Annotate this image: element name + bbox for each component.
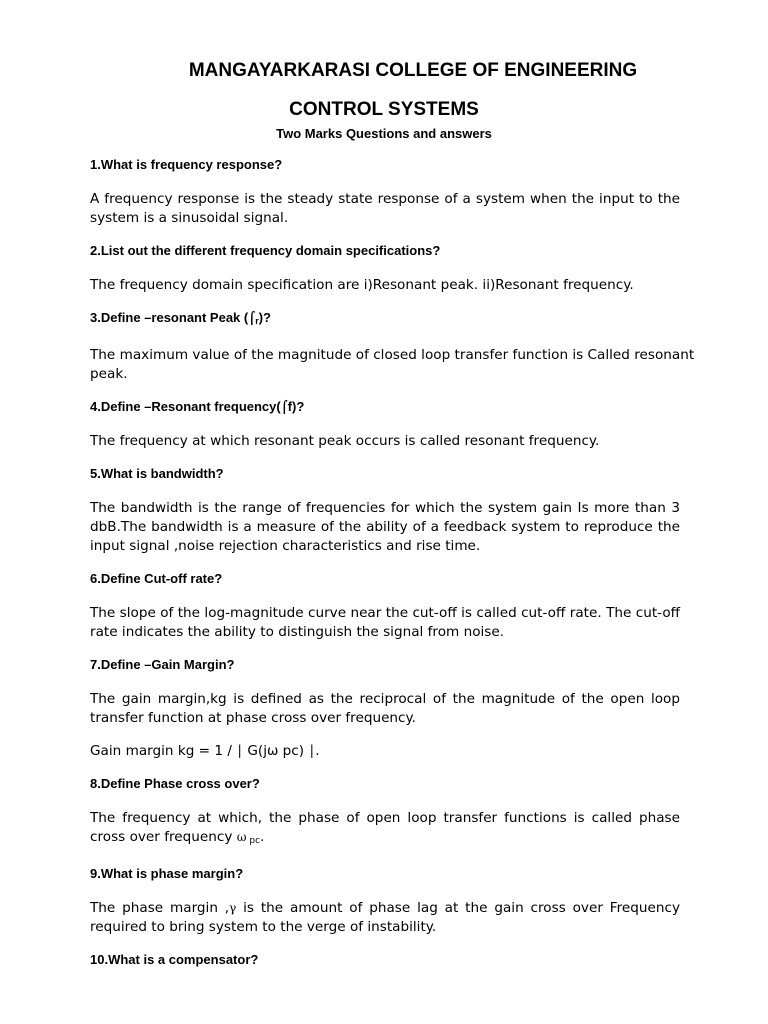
gamma-symbol: γ (229, 901, 237, 915)
question-1: 1.What is frequency response? (90, 157, 283, 172)
answer-2: The frequency domain specification are i)Resonant peak. ii)Resonant frequency. (90, 277, 634, 293)
question-4 (90, 398, 680, 416)
document-subtitle: Two Marks Questions and answers (276, 126, 492, 141)
question-8: 8.Define Phase cross over? (90, 776, 260, 791)
answer-9-end: is the amount of phase lag at the gain cross over Frequency required to bring system to the verge of instability. (90, 900, 681, 935)
answer-7: The gain margin,kg is defined as the reciprocal of the magnitude of the open loop transfer function at phase cross over frequency. (90, 691, 680, 726)
question-4-end: f)? (287, 399, 305, 414)
subject-title: CONTROL SYSTEMS (289, 99, 479, 120)
question-3-end: )? (258, 310, 271, 325)
question-4-text: 4.Define –Resonant frequency( (90, 399, 281, 414)
question-4-symbol: ⌠ (280, 400, 288, 414)
question-9: 9.What is phase margin? (90, 866, 244, 881)
question-3-symbol: ⌠ (248, 311, 256, 325)
question-2: 2.List out the different frequency domain specifications? (90, 243, 441, 258)
answer-6: The slope of the log-magnitude curve near the cut-off is called cut-off rate. The cut-off rate indicates the ability to distinguish the signal from noise. (90, 605, 680, 640)
answer-5: The bandwidth is the range of frequencies for which the system gain Is more than 3 dbB.The bandwidth is a measure of the ability of a feedback system to reproduce the input signal ,noise rejection characteristics and rise time. (90, 500, 680, 554)
answer-8-subscript: pc (246, 836, 261, 846)
qa-list (90, 156, 695, 985)
answer-8 (90, 809, 680, 851)
answer-1: A frequency response is the steady state response of a system when the input to the system is a sinusoidal signal. (90, 191, 680, 226)
answer-4: The frequency at which resonant peak occurs is called resonant frequency. (90, 433, 600, 449)
question-7: 7.Define –Gain Margin? (90, 657, 235, 672)
question-3 (90, 309, 680, 330)
answer-8-end: . (260, 829, 265, 845)
gain-margin-formula: Gain margin kg = 1 / ∣ G(jω pc) ∣. (90, 743, 320, 759)
question-6: 6.Define Cut-off rate? (90, 571, 223, 586)
question-10: 10.What is a compensator? (90, 952, 259, 967)
omega-symbol: ω (236, 830, 247, 844)
question-3-subscript: r (255, 316, 259, 326)
college-title: MANGAYARKARASI COLLEGE OF ENGINEERING (188, 60, 638, 81)
answer-9 (90, 899, 680, 937)
answer-8-text: The frequency at which, the phase of open loop transfer functions is called phase cross over frequency (90, 810, 680, 845)
question-5: 5.What is bandwidth? (90, 466, 224, 481)
question-3-text: 3.Define –resonant Peak ( (90, 310, 249, 325)
answer-3: The maximum value of the magnitude of closed loop transfer function is Called resonant peak. (90, 347, 695, 382)
answer-9-text: The phase margin , (90, 900, 230, 916)
